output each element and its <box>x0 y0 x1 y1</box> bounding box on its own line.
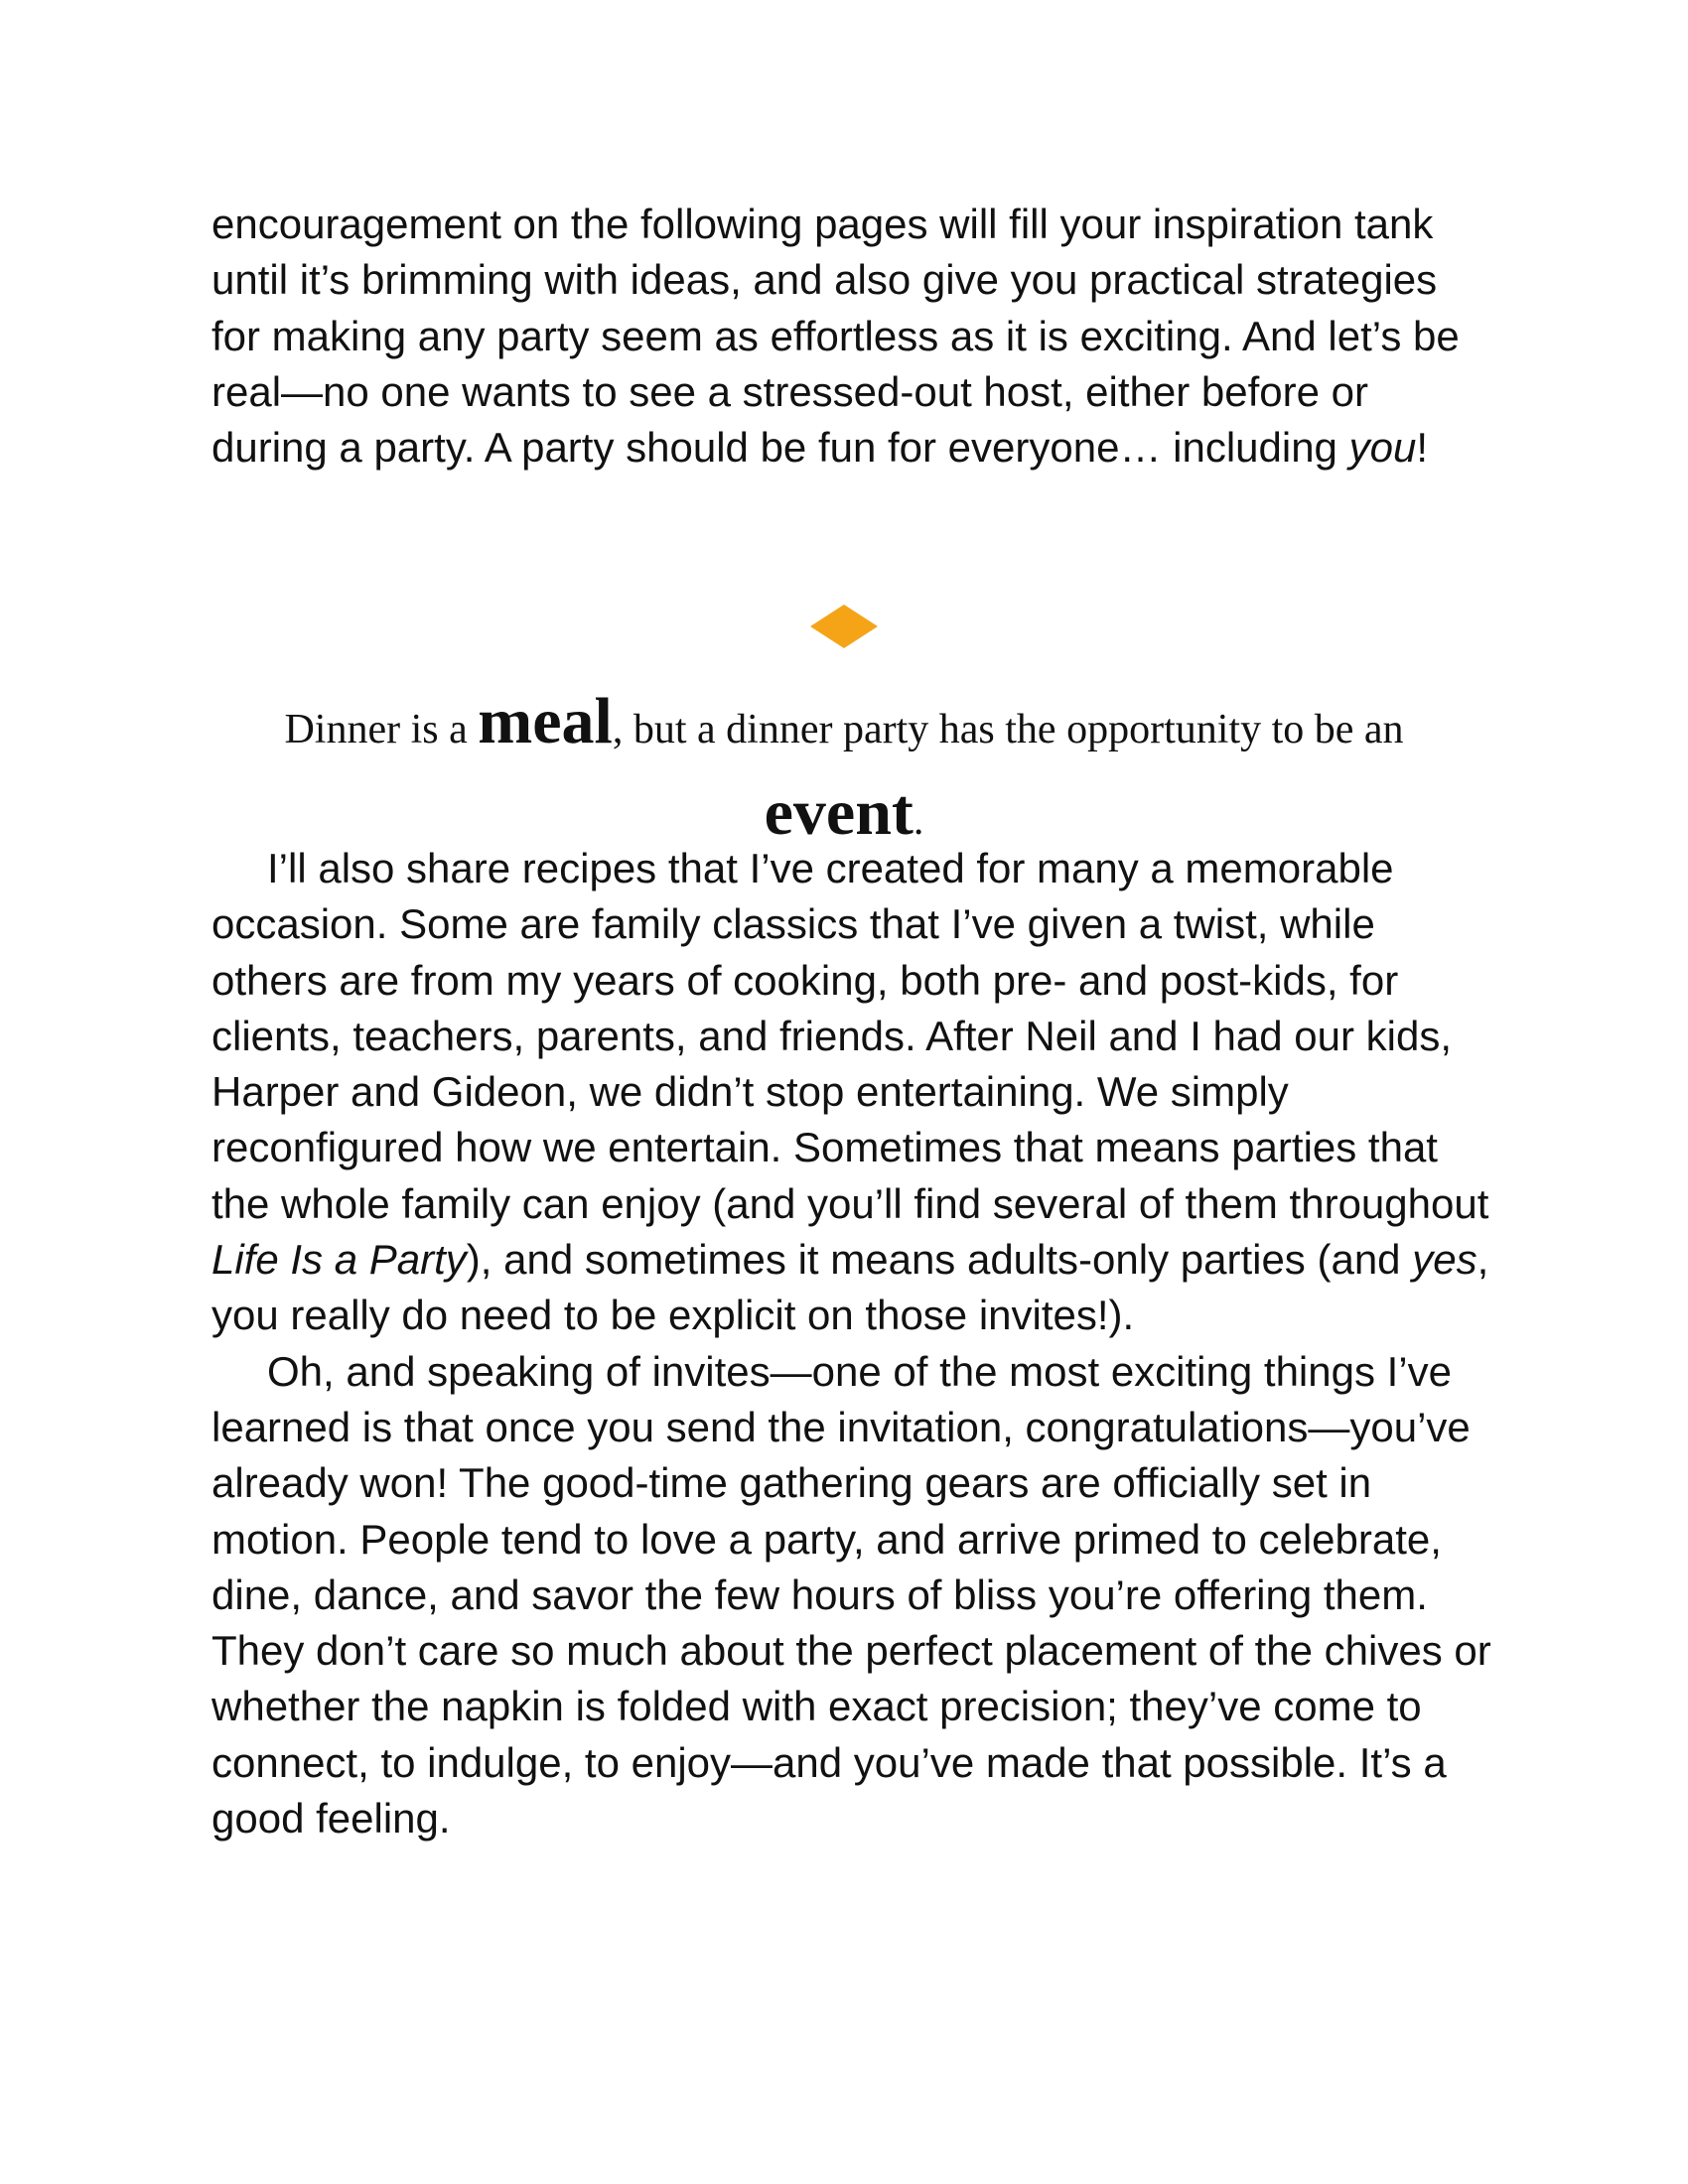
pull-quote-part-3: . <box>913 798 924 844</box>
pull-quote-word-meal: meal <box>478 685 613 757</box>
pull-quote <box>211 680 1477 863</box>
diamond-shape <box>810 605 878 648</box>
paragraph-continuation <box>211 197 1492 476</box>
paragraph-2-text-b: ), and sometimes it means adults-only parties (and <box>466 1236 1413 1284</box>
diamond-icon <box>808 603 880 650</box>
paragraph-recipes <box>211 841 1492 1344</box>
paragraph-1-text-b: ! <box>1416 424 1428 472</box>
paragraph-invites <box>211 1344 1492 1847</box>
paragraph-2-text-a: I’ll also share recipes that I’ve created for many a memorable occasion. Some are family classics that I’ve given a twist, while others are from my years of cooking, both pre- and post-kids, for clients, teachers, parents, and friends. After Neil and I had our kids, Harper and Gideon, we didn’t stop entertaining. We simply reconfigured how we entertain. Sometimes that means parties that the whole family can enjoy (and you’ll find several of them throughout <box>211 845 1489 1227</box>
paragraph-1-emphasis: you <box>1348 424 1417 472</box>
paragraph-1-text-a: encouragement on the following pages will fill your inspiration tank until it’s brimming with ideas, and also give you practical strategies for making any party seem as effortless as it is exciting. And let’s be real—no one wants to see a stressed-out host, either before or during a party. A party should be fun for everyone… including <box>211 201 1460 472</box>
book-title: Life Is a Party <box>211 1236 467 1284</box>
paragraph-3-text: Oh, and speaking of invites—one of the most exciting things I’ve learned is that once you send the invitation, congratulations—you’ve already won! The good-time gathering gears are officially set in motion. People tend to love a party, and arrive primed to celebrate, dine, dance, and savor the few hours of bliss you’re offering them. They don’t care so much about the perfect placement of the chives or whether the napkin is folded with exact precision; they’ve come to connect, to indulge, to enjoy—and you’ve made that possible. It’s a good feeling. <box>211 1347 1491 1843</box>
paragraph-2-text-c: , you really do need to be explicit on those invites!). <box>211 1236 1489 1339</box>
pull-quote-word-event: event <box>764 776 914 849</box>
body-text-top <box>211 197 1492 476</box>
body-text-main <box>211 841 1492 1846</box>
paragraph-2-emphasis: yes <box>1412 1236 1477 1284</box>
pull-quote-part-1: Dinner is a <box>284 707 479 752</box>
pull-quote-part-2: , but a dinner party has the opportunity to be an <box>612 707 1404 752</box>
